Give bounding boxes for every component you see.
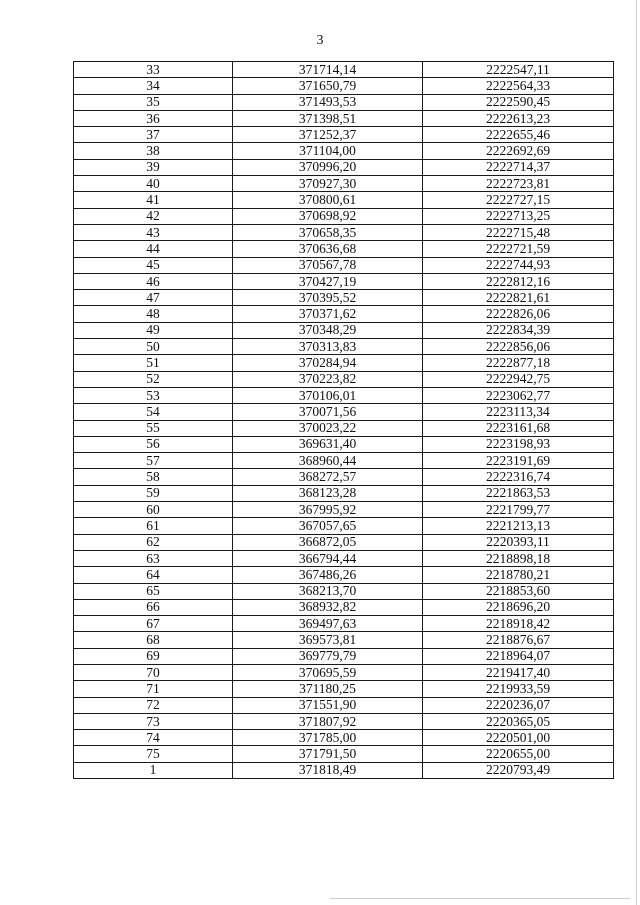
x-coordinate-cell: 369631,40: [233, 436, 423, 452]
y-coordinate-cell: 2222821,61: [423, 290, 614, 306]
point-number-cell: 44: [74, 241, 233, 257]
y-coordinate-cell: 2222856,06: [423, 339, 614, 355]
x-coordinate-cell: 369779,79: [233, 648, 423, 664]
table-row: [74, 78, 614, 94]
point-number-cell: 74: [74, 730, 233, 746]
y-coordinate-cell: 2222564,33: [423, 78, 614, 94]
y-coordinate-cell: 2220365,05: [423, 713, 614, 729]
x-coordinate-cell: 369573,81: [233, 632, 423, 648]
table-row: [74, 404, 614, 420]
x-coordinate-cell: 370284,94: [233, 355, 423, 371]
x-coordinate-cell: 371551,90: [233, 697, 423, 713]
table-row: [74, 616, 614, 632]
x-coordinate-cell: 371180,25: [233, 681, 423, 697]
y-coordinate-cell: 2223161,68: [423, 420, 614, 436]
point-number-cell: 42: [74, 208, 233, 224]
x-coordinate-cell: 371252,37: [233, 127, 423, 143]
y-coordinate-cell: 2222613,23: [423, 110, 614, 126]
table-row: [74, 502, 614, 518]
point-number-cell: 34: [74, 78, 233, 94]
y-coordinate-cell: 2223191,69: [423, 453, 614, 469]
y-coordinate-cell: 2222744,93: [423, 257, 614, 273]
table-row: [74, 322, 614, 338]
x-coordinate-cell: 370371,62: [233, 306, 423, 322]
point-number-cell: 1: [74, 762, 233, 778]
table-row: [74, 453, 614, 469]
x-coordinate-cell: 368213,70: [233, 583, 423, 599]
point-number-cell: 33: [74, 62, 233, 78]
point-number-cell: 37: [74, 127, 233, 143]
table-row: [74, 306, 614, 322]
y-coordinate-cell: 2220501,00: [423, 730, 614, 746]
table-row: [74, 192, 614, 208]
table-row: [74, 127, 614, 143]
table-row: [74, 436, 614, 452]
y-coordinate-cell: 2220236,07: [423, 697, 614, 713]
x-coordinate-cell: 371807,92: [233, 713, 423, 729]
point-number-cell: 73: [74, 713, 233, 729]
table-row: [74, 62, 614, 78]
table-row: [74, 599, 614, 615]
table-row: [74, 713, 614, 729]
y-coordinate-cell: 2222713,25: [423, 208, 614, 224]
point-number-cell: 64: [74, 567, 233, 583]
point-number-cell: 54: [74, 404, 233, 420]
x-coordinate-cell: 370313,83: [233, 339, 423, 355]
x-coordinate-cell: 366872,05: [233, 534, 423, 550]
y-coordinate-cell: 2218898,18: [423, 550, 614, 566]
point-number-cell: 65: [74, 583, 233, 599]
table-row: [74, 583, 614, 599]
point-number-cell: 55: [74, 420, 233, 436]
point-number-cell: 61: [74, 518, 233, 534]
point-number-cell: 35: [74, 94, 233, 110]
x-coordinate-cell: 371818,49: [233, 762, 423, 778]
y-coordinate-cell: 2222692,69: [423, 143, 614, 159]
y-coordinate-cell: 2218918,42: [423, 616, 614, 632]
table-row: [74, 420, 614, 436]
x-coordinate-cell: 371714,14: [233, 62, 423, 78]
table-row: [74, 257, 614, 273]
table-row: [74, 534, 614, 550]
point-number-cell: 69: [74, 648, 233, 664]
x-coordinate-cell: 371493,53: [233, 94, 423, 110]
y-coordinate-cell: 2223062,77: [423, 387, 614, 403]
x-coordinate-cell: 370996,20: [233, 159, 423, 175]
point-number-cell: 66: [74, 599, 233, 615]
y-coordinate-cell: 2222316,74: [423, 469, 614, 485]
point-number-cell: 50: [74, 339, 233, 355]
coordinates-table-body: [74, 62, 614, 779]
point-number-cell: 52: [74, 371, 233, 387]
coordinates-table: [73, 61, 614, 779]
y-coordinate-cell: 2222727,15: [423, 192, 614, 208]
point-number-cell: 46: [74, 273, 233, 289]
point-number-cell: 63: [74, 550, 233, 566]
y-coordinate-cell: 2220793,49: [423, 762, 614, 778]
point-number-cell: 59: [74, 485, 233, 501]
x-coordinate-cell: 370695,59: [233, 664, 423, 680]
point-number-cell: 43: [74, 224, 233, 240]
point-number-cell: 67: [74, 616, 233, 632]
table-row: [74, 648, 614, 664]
table-row: [74, 224, 614, 240]
x-coordinate-cell: 368123,28: [233, 485, 423, 501]
table-row: [74, 94, 614, 110]
point-number-cell: 57: [74, 453, 233, 469]
x-coordinate-cell: 370636,68: [233, 241, 423, 257]
point-number-cell: 68: [74, 632, 233, 648]
x-coordinate-cell: 369497,63: [233, 616, 423, 632]
point-number-cell: 51: [74, 355, 233, 371]
table-row: [74, 664, 614, 680]
table-row: [74, 273, 614, 289]
y-coordinate-cell: 2222721,59: [423, 241, 614, 257]
point-number-cell: 72: [74, 697, 233, 713]
y-coordinate-cell: 2223113,34: [423, 404, 614, 420]
y-coordinate-cell: 2220655,00: [423, 746, 614, 762]
point-number-cell: 39: [74, 159, 233, 175]
y-coordinate-cell: 2218696,20: [423, 599, 614, 615]
y-coordinate-cell: 2222715,48: [423, 224, 614, 240]
y-coordinate-cell: 2222942,75: [423, 371, 614, 387]
y-coordinate-cell: 2222547,11: [423, 62, 614, 78]
x-coordinate-cell: 370106,01: [233, 387, 423, 403]
x-coordinate-cell: 367995,92: [233, 502, 423, 518]
table-row: [74, 208, 614, 224]
point-number-cell: 49: [74, 322, 233, 338]
point-number-cell: 58: [74, 469, 233, 485]
table-row: [74, 159, 614, 175]
table-row: [74, 485, 614, 501]
table-row: [74, 697, 614, 713]
point-number-cell: 75: [74, 746, 233, 762]
x-coordinate-cell: 370395,52: [233, 290, 423, 306]
x-coordinate-cell: 366794,44: [233, 550, 423, 566]
x-coordinate-cell: 368932,82: [233, 599, 423, 615]
y-coordinate-cell: 2219933,59: [423, 681, 614, 697]
table-row: [74, 518, 614, 534]
y-coordinate-cell: 2220393,11: [423, 534, 614, 550]
y-coordinate-cell: 2222826,06: [423, 306, 614, 322]
table-row: [74, 550, 614, 566]
x-coordinate-cell: 370348,29: [233, 322, 423, 338]
point-number-cell: 56: [74, 436, 233, 452]
x-coordinate-cell: 371791,50: [233, 746, 423, 762]
x-coordinate-cell: 370427,19: [233, 273, 423, 289]
table-row: [74, 762, 614, 778]
point-number-cell: 41: [74, 192, 233, 208]
y-coordinate-cell: 2222655,46: [423, 127, 614, 143]
point-number-cell: 38: [74, 143, 233, 159]
table-row: [74, 355, 614, 371]
y-coordinate-cell: 2222723,81: [423, 176, 614, 192]
y-coordinate-cell: 2218853,60: [423, 583, 614, 599]
page-number: 3: [316, 33, 324, 48]
x-coordinate-cell: 368960,44: [233, 453, 423, 469]
y-coordinate-cell: 2222877,18: [423, 355, 614, 371]
table-row: [74, 241, 614, 257]
x-coordinate-cell: 370800,61: [233, 192, 423, 208]
x-coordinate-cell: 367057,65: [233, 518, 423, 534]
y-coordinate-cell: 2219417,40: [423, 664, 614, 680]
y-coordinate-cell: 2221799,77: [423, 502, 614, 518]
table-row: [74, 371, 614, 387]
x-coordinate-cell: 371104,00: [233, 143, 423, 159]
y-coordinate-cell: 2223198,93: [423, 436, 614, 452]
x-coordinate-cell: 371785,00: [233, 730, 423, 746]
x-coordinate-cell: 370223,82: [233, 371, 423, 387]
x-coordinate-cell: 368272,57: [233, 469, 423, 485]
point-number-cell: 60: [74, 502, 233, 518]
point-number-cell: 70: [74, 664, 233, 680]
x-coordinate-cell: 370658,35: [233, 224, 423, 240]
x-coordinate-cell: 367486,26: [233, 567, 423, 583]
x-coordinate-cell: 370023,22: [233, 420, 423, 436]
scan-edge-bottom: [330, 898, 630, 899]
y-coordinate-cell: 2222812,16: [423, 273, 614, 289]
table-row: [74, 290, 614, 306]
table-row: [74, 681, 614, 697]
table-row: [74, 746, 614, 762]
scan-edge-right: [636, 0, 637, 905]
y-coordinate-cell: 2218876,67: [423, 632, 614, 648]
point-number-cell: 53: [74, 387, 233, 403]
x-coordinate-cell: 370567,78: [233, 257, 423, 273]
table-row: [74, 110, 614, 126]
table-row: [74, 339, 614, 355]
y-coordinate-cell: 2222714,37: [423, 159, 614, 175]
point-number-cell: 45: [74, 257, 233, 273]
point-number-cell: 48: [74, 306, 233, 322]
x-coordinate-cell: 371650,79: [233, 78, 423, 94]
y-coordinate-cell: 2218964,07: [423, 648, 614, 664]
y-coordinate-cell: 2222590,45: [423, 94, 614, 110]
table-row: [74, 143, 614, 159]
x-coordinate-cell: 370927,30: [233, 176, 423, 192]
table-row: [74, 469, 614, 485]
table-row: [74, 176, 614, 192]
x-coordinate-cell: 370698,92: [233, 208, 423, 224]
point-number-cell: 71: [74, 681, 233, 697]
table-row: [74, 387, 614, 403]
table-row: [74, 567, 614, 583]
y-coordinate-cell: 2221863,53: [423, 485, 614, 501]
point-number-cell: 36: [74, 110, 233, 126]
y-coordinate-cell: 2218780,21: [423, 567, 614, 583]
x-coordinate-cell: 371398,51: [233, 110, 423, 126]
table-row: [74, 730, 614, 746]
point-number-cell: 47: [74, 290, 233, 306]
y-coordinate-cell: 2222834,39: [423, 322, 614, 338]
point-number-cell: 62: [74, 534, 233, 550]
y-coordinate-cell: 2221213,13: [423, 518, 614, 534]
point-number-cell: 40: [74, 176, 233, 192]
table-row: [74, 632, 614, 648]
x-coordinate-cell: 370071,56: [233, 404, 423, 420]
